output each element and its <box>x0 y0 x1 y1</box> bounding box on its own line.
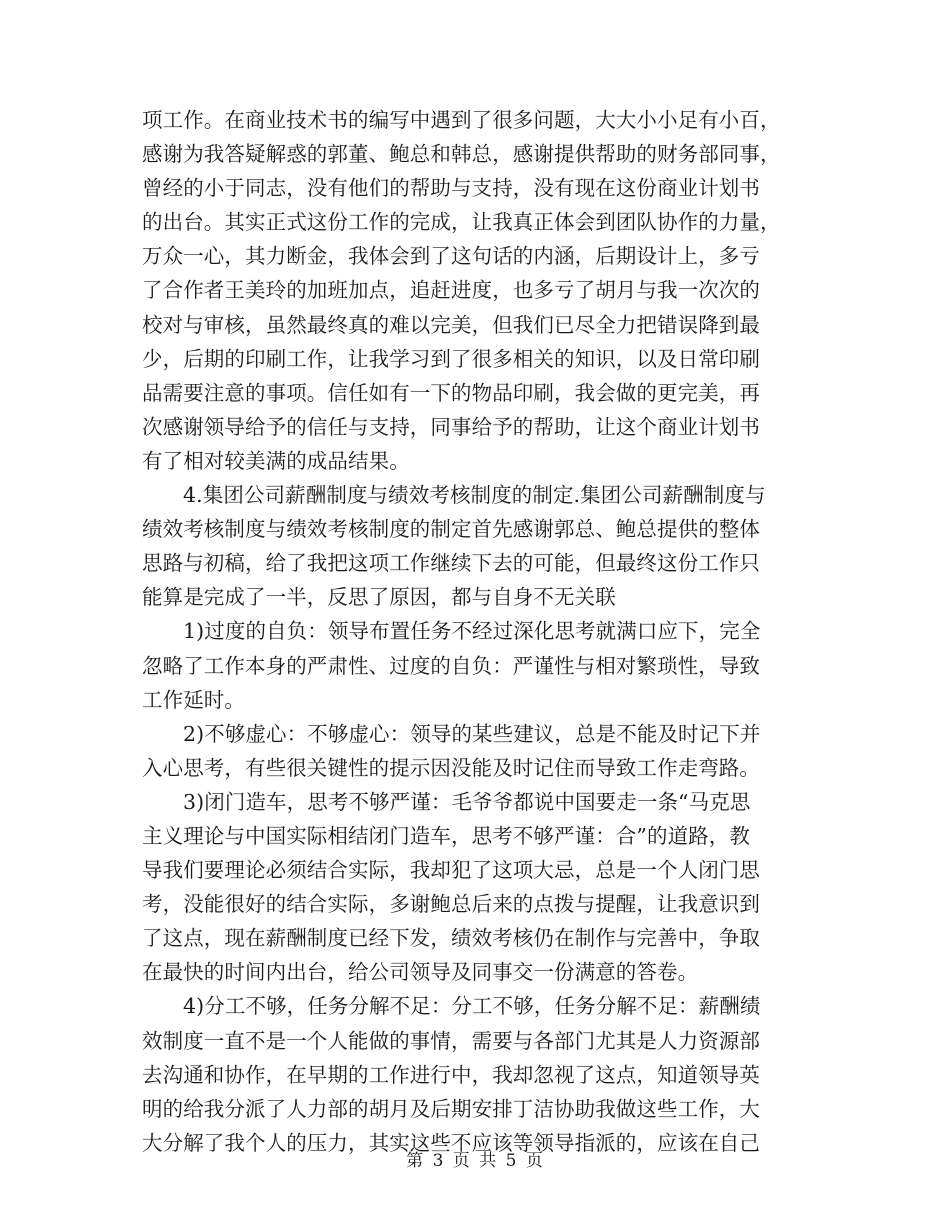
text-line: 品需要注意的事项。信任如有一下的物品印刷，我会做的更完美，再 <box>142 380 760 405</box>
text-line: 曾经的小于同志，没有他们的帮助与支持，没有现在这份商业计划书 <box>142 176 760 201</box>
paragraph <box>142 614 807 716</box>
paragraph <box>142 785 807 990</box>
text-line: 能算是完成了一半，反思了原因，都与自身不无关联 <box>142 585 616 610</box>
text-line: 2)不够虚心：不够虚心：领导的某些建议，总是不能及时记下并 <box>183 721 761 746</box>
text-line: 的出台。其实正式这份工作的完成，让我真正体会到团队协作的力量， <box>142 210 781 235</box>
paragraph <box>142 989 807 1159</box>
text-line: 主义理论与中国实际相结闭门造车，思考不够严谨：合”的道路，教 <box>142 823 750 848</box>
text-line: 少，后期的印刷工作，让我学习到了很多相关的知识，以及日常印刷 <box>142 346 760 371</box>
text-line: 去沟通和协作，在早期的工作进行中，我却忽视了这点，知道领导英 <box>142 1062 760 1087</box>
text-line: 有了相对较美满的成品结果。 <box>142 448 410 473</box>
text-line: 明的给我分派了人力部的胡月及后期安排丁洁协助我做这些工作，大 <box>142 1096 760 1121</box>
paragraph <box>142 103 807 478</box>
text-line: 4)分工不够，任务分解不足：分工不够，任务分解不足：薪酬绩 <box>183 994 761 1019</box>
text-line: 在最快的时间内出台，给公司领导及同事交一份满意的答卷。 <box>142 960 699 985</box>
text-line: 万众一心，其力断金，我体会到了这句话的内涵，后期设计上，多亏 <box>142 244 760 269</box>
text-line: 了这点，现在薪酬制度已经下发，绩效考核仍在制作与完善中，争取 <box>142 926 760 951</box>
text-line: 感谢为我答疑解惑的郭董、鲍总和韩总，感谢提供帮助的财务部同事， <box>142 142 781 167</box>
paragraph <box>142 478 807 614</box>
text-line: 项工作。在商业技术书的编写中遇到了很多问题，大大小小足有小百， <box>142 108 781 132</box>
paragraph <box>142 717 807 785</box>
text-line: 效制度一直不是一个人能做的事情，需要与各部门尤其是人力资源部 <box>142 1028 760 1053</box>
text-line: 绩效考核制度与绩效考核制度的制定首先感谢郭总、鲍总提供的整体 <box>142 517 760 542</box>
text-line: 忽略了工作本身的严肃性、过度的自负：严谨性与相对繁琐性，导致 <box>142 653 760 678</box>
page-footer: 第 3 页 共 5 页 <box>406 1151 544 1171</box>
text-line: 考，没能很好的结合实际，多谢鲍总后来的点拨与提醒，让我意识到 <box>142 892 760 917</box>
text-line: 入心思考，有些很关键性的提示因没能及时记住而导致工作走弯路。 <box>142 755 760 780</box>
text-line: 导我们要理论必须结合实际，我却犯了这项大忌，总是一个人闭门思 <box>142 858 760 883</box>
text-line: 次感谢领导给予的信任与支持，同事给予的帮助，让这个商业计划书 <box>142 414 760 439</box>
text-line: 3)闭门造车，思考不够严谨：毛爷爷都说中国要走一条“马克思 <box>183 789 751 814</box>
text-line: 4.集团公司薪酬制度与绩效考核制度的制定.集团公司薪酬制度与 <box>183 483 766 508</box>
text-line: 1)过度的自负：领导布置任务不经过深化思考就满口应下，完全 <box>183 619 761 644</box>
document-body <box>142 103 807 1160</box>
text-line: 工作延时。 <box>142 687 245 712</box>
text-line: 校对与审核，虽然最终真的难以完美，但我们已尽全力把错误降到最 <box>142 312 760 337</box>
text-line: 大分解了我个人的压力，其实这些不应该等领导指派的，应该在自己 <box>142 1130 760 1155</box>
text-line: 了合作者王美玲的加班加点，追赶进度，也多亏了胡月与我一次次的 <box>142 278 760 303</box>
text-line: 思路与初稿，给了我把这项工作继续下去的可能，但最终这份工作只 <box>142 551 760 576</box>
